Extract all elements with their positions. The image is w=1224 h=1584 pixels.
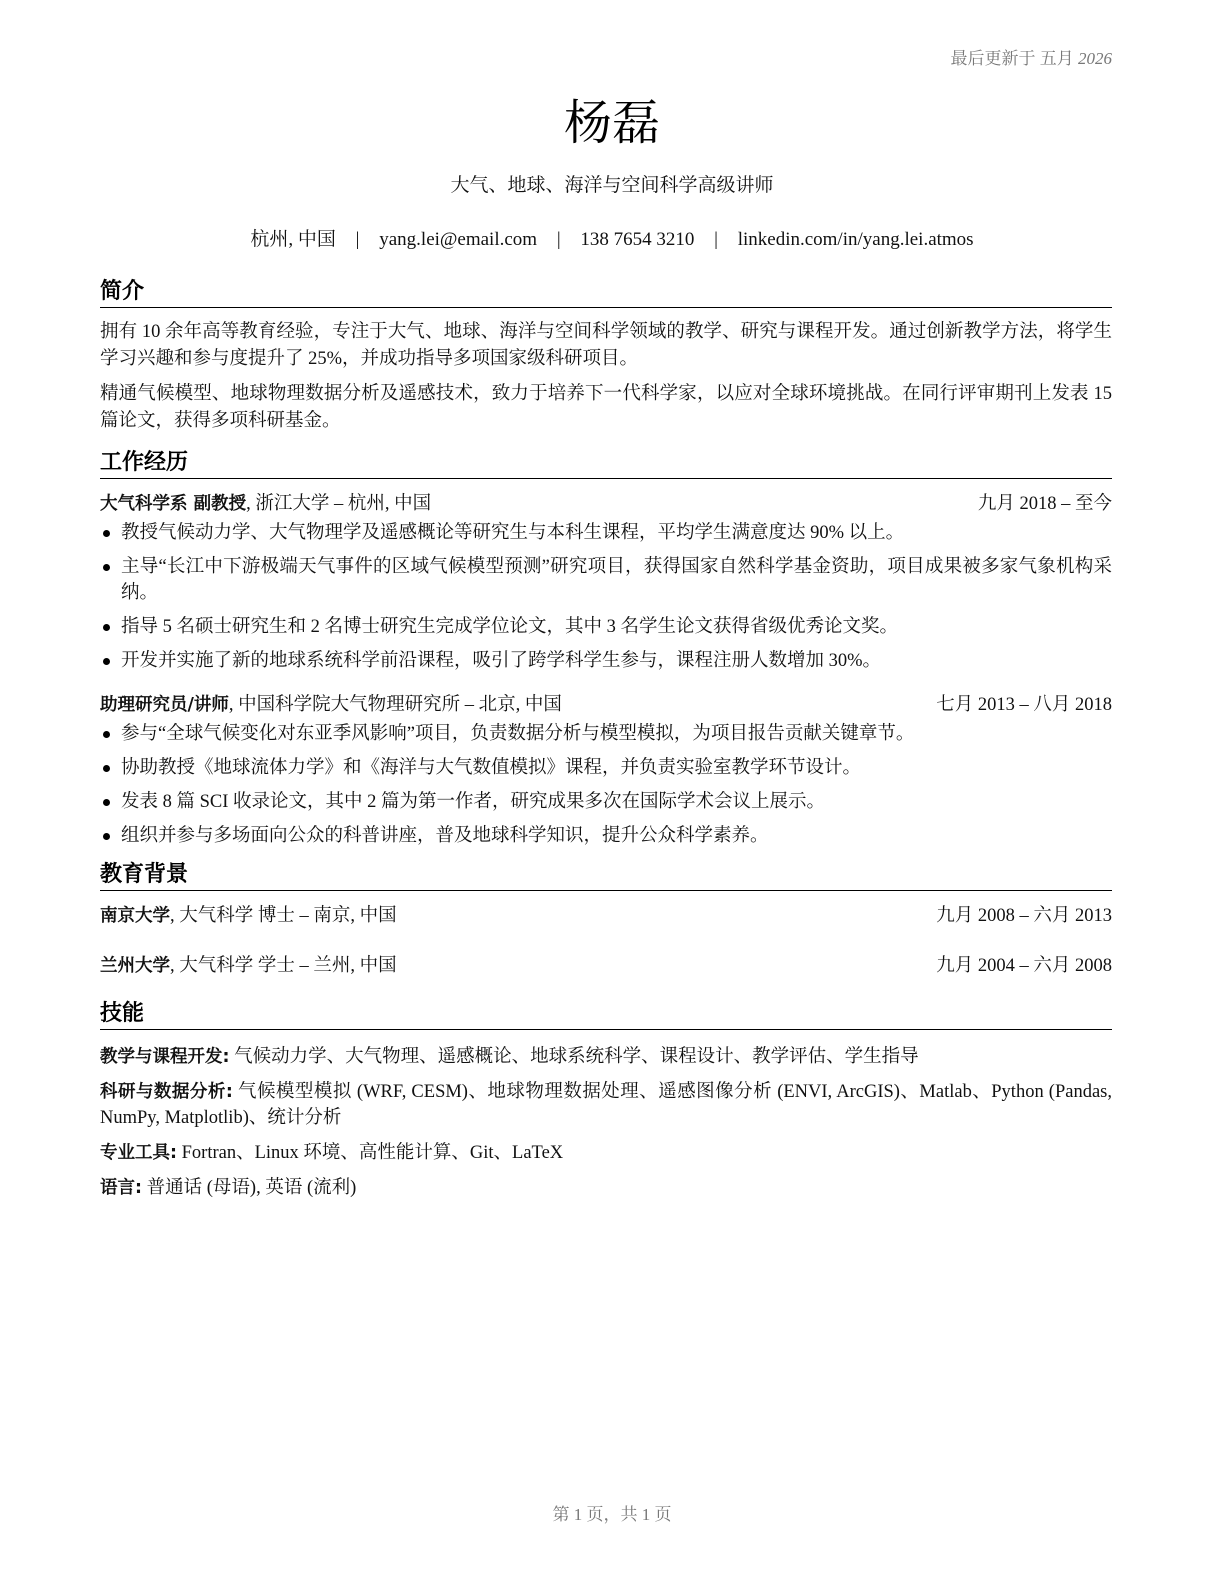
skill-label: 语言: [100,1178,142,1198]
education-entry [100,903,1112,930]
contact-separator: | [556,229,561,250]
skill-label: 教学与课程开发: [100,1047,230,1067]
job-role: 助理研究员/讲师 [100,695,229,715]
summary-section [100,278,1112,435]
skill-line [100,1044,1112,1070]
skill-label: 专业工具: [100,1143,177,1163]
education-title-line [100,953,397,980]
skill-value: 普通话 (母语), 英语 (流利) [142,1178,357,1198]
education-dates: 九月 2008 – 六月 2013 [936,906,1112,926]
job-bullets [100,520,1112,674]
experience-heading: 工作经历 [100,449,1112,479]
skill-value: 气候模型模拟 (WRF, CESM)、地球物理数据处理、遥感图像分析 (ENVI, ArcGIS)、Matlab、Python (Pandas, NumPy, Matplotlib)、统计分析 [100,1082,1112,1128]
skill-value: 气候动力学、大气物理、遥感概论、地球系统科学、课程设计、教学评估、学生指导 [229,1047,919,1067]
page-footer: 第 1 页，共 1 页 [552,1505,672,1524]
contact-separator: | [355,229,360,250]
skills-heading: 技能 [100,1000,1112,1030]
candidate-headline: 大气、地球、海洋与空间科学高级讲师 [450,175,774,196]
education-school: 兰州大学 [100,956,170,976]
experience-section [100,449,1112,849]
skill-value: Fortran、Linux 环境、高性能计算、Git、LaTeX [177,1143,564,1163]
last-updated-label: 最后更新于 [950,49,1036,68]
job-title-line [100,692,562,719]
contact-location: 杭州, 中国 [250,229,336,250]
skills-section [100,1000,1112,1201]
job-header [100,491,1112,518]
job-title-line [100,491,431,518]
job-bullet: 协助教授《地球流体力学》和《海洋与大气数值模拟》课程，并负责实验室教学环节设计。 [100,755,1112,781]
education-title-line [100,903,397,930]
skill-label: 科研与数据分析: [100,1082,233,1102]
summary-paragraph: 精通气候模型、地球物理数据分析及遥感技术，致力于培养下一代科学家，以应对全球环境挑战。在同行评审期刊上发表 15 篇论文，获得多项科研基金。 [100,384,1112,431]
job-entry [100,692,1112,849]
education-section [100,861,1112,980]
job-bullet: 参与“全球气候变化对东亚季风影响”项目，负责数据分析与模型模拟，为项目报告贡献关键章节。 [100,721,1112,747]
job-bullets [100,721,1112,849]
skill-line [100,1140,1112,1166]
contact-separator: | [714,229,718,250]
education-detail: , 大气科学 学士 – 兰州, 中国 [170,956,397,976]
last-updated [951,44,1113,69]
resume-content [100,278,1112,1210]
contact-phone: 138 7654 3210 [580,229,695,250]
education-heading: 教育背景 [100,861,1112,891]
education-detail: , 大气科学 博士 – 南京, 中国 [170,906,397,926]
summary-heading: 简介 [100,278,1112,308]
education-dates: 九月 2004 – 六月 2008 [936,956,1112,976]
skill-line [100,1079,1112,1131]
skill-line [100,1175,1112,1201]
job-bullet: 指导 5 名硕士研究生和 2 名博士研究生完成学位论文，其中 3 名学生论文获得省级优秀论文奖。 [100,614,1112,640]
job-bullet: 主导“长江中下游极端天气事件的区域气候模型预测”研究项目，获得国家自然科学基金资助，项目成果被多家气象机构采纳。 [100,554,1112,606]
job-bullet: 教授气候动力学、大气物理学及遥感概论等研究生与本科生课程，平均学生满意度达 90% 以上。 [100,520,1112,546]
contact-email-link[interactable]: yang.lei@email.com [379,229,538,250]
job-bullet: 组织并参与多场面向公众的科普讲座，普及地球科学知识，提升公众科学素养。 [100,823,1112,849]
education-entry [100,953,1112,980]
job-header [100,692,1112,719]
education-school: 南京大学 [100,906,170,926]
last-updated-year: 2026 [1078,49,1112,68]
summary-paragraph: 拥有 10 余年高等教育经验，专注于大气、地球、海洋与空间科学领域的教学、研究与课程开发。通过创新教学方法，将学生学习兴趣和参与度提升了 25%，并成功指导多项国家级科研项目。 [100,322,1112,369]
job-bullet: 发表 8 篇 SCI 收录论文，其中 2 篇为第一作者，研究成果多次在国际学术会议上展示。 [100,789,1112,815]
candidate-name: 杨磊 [563,95,660,151]
job-org: , 浙江大学 – 杭州, 中国 [246,494,432,514]
job-role: 大气科学系 副教授 [100,494,247,514]
job-entry [100,491,1112,674]
job-org: , 中国科学院大气物理研究所 – 北京, 中国 [228,695,562,715]
job-dates: 九月 2018 – 至今 [977,494,1112,514]
contact-line [0,224,1224,251]
last-updated-month: 五月 [1039,49,1074,68]
contact-linkedin-link[interactable]: linkedin.com/in/yang.lei.atmos [737,229,974,250]
job-dates: 七月 2013 – 八月 2018 [936,695,1112,715]
job-bullet: 开发并实施了新的地球系统科学前沿课程，吸引了跨学科学生参与，课程注册人数增加 30%。 [100,648,1112,674]
